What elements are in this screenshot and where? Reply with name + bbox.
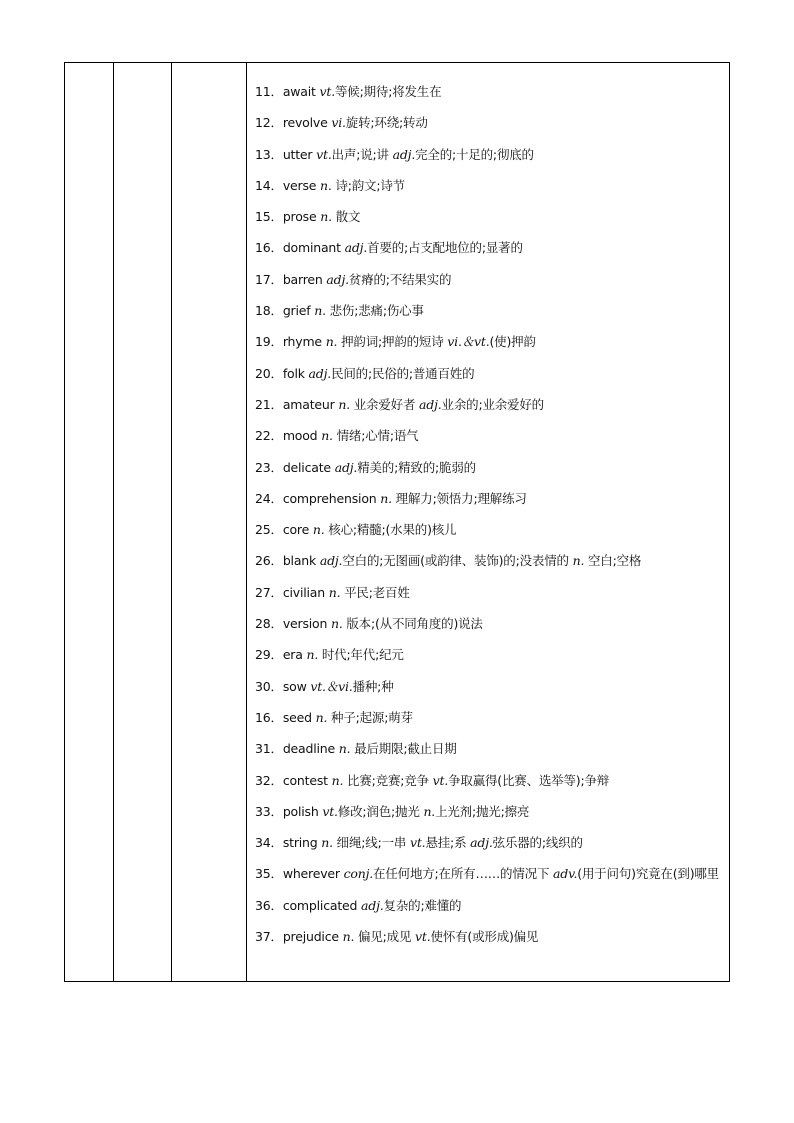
definition-text: folk <box>282 365 309 381</box>
definition-text: comprehension <box>282 490 381 506</box>
item-number: 18． <box>255 303 283 319</box>
part-of-speech: n. <box>342 929 355 945</box>
definition-text: amateur <box>282 396 339 412</box>
item-number: 23． <box>255 459 283 475</box>
list-item <box>255 827 723 858</box>
vocabulary-cell <box>247 63 730 982</box>
item-number: 25． <box>255 522 283 538</box>
definition-text: 使怀有(或形成)偏见 <box>430 929 539 945</box>
definition-text: 种子;起源;萌芽 <box>327 709 413 725</box>
definition-text: 空白的;无图画(或韵律、装饰)的;没表情的 <box>342 553 573 569</box>
definition-text: 平民;老百姓 <box>340 584 410 600</box>
item-number: 28． <box>255 616 283 632</box>
part-of-speech: adv. <box>553 866 578 882</box>
part-of-speech: adj. <box>470 835 493 851</box>
part-of-speech: vt. <box>319 84 335 99</box>
item-number: 13． <box>255 146 283 162</box>
part-of-speech: n. <box>325 334 338 350</box>
definition-text: 最后期限;截止日期 <box>350 741 457 757</box>
list-item <box>255 452 723 483</box>
definition-text: 悬挂;系 <box>425 835 471 851</box>
definition-text: 旋转;环绕;转动 <box>345 115 428 131</box>
definition-text: 诗;韵文;诗节 <box>331 177 405 193</box>
definition-text: 业余的;业余爱好的 <box>441 396 544 412</box>
definition-text: prose <box>282 209 321 225</box>
definition-text: sow <box>282 678 311 694</box>
definition-text: grief <box>282 303 315 319</box>
part-of-speech: adj. <box>326 271 349 287</box>
item-number: 36． <box>255 897 283 913</box>
part-of-speech: adj. <box>361 897 384 913</box>
part-of-speech: n. <box>338 396 350 412</box>
definition-text: 情绪;心情;语气 <box>332 428 419 444</box>
definition-text: (用于问句)究竟在(到)哪里 <box>577 866 719 882</box>
definition-text: 复杂的;难懂的 <box>383 897 462 913</box>
definition-text: 民间的;民俗的;普通百姓的 <box>331 365 475 381</box>
part-of-speech: vt. <box>432 772 449 788</box>
list-item <box>255 201 723 232</box>
definition-text: 贫瘠的;不结果实的 <box>348 271 452 287</box>
item-number: 35． <box>255 866 283 882</box>
empty-cell-2 <box>114 63 172 982</box>
part-of-speech: adj. <box>334 459 358 475</box>
definition-text: prejudice <box>282 929 343 945</box>
part-of-speech: adj. <box>308 365 332 381</box>
definition-text: contest <box>282 772 332 788</box>
item-number: 15． <box>255 209 283 225</box>
part-of-speech: n. <box>321 428 333 444</box>
part-of-speech: vi.＆vt. <box>447 334 490 350</box>
item-number: 33． <box>255 803 283 819</box>
list-item <box>255 107 723 138</box>
item-number: 22． <box>255 428 283 444</box>
item-number: 31． <box>255 741 283 757</box>
definition-text: await <box>282 84 320 99</box>
definition-text: 时代;年代;纪元 <box>318 647 404 663</box>
item-number: 24． <box>255 490 283 506</box>
item-number: 34． <box>255 835 283 851</box>
definition-text: 上光剂;抛光;擦亮 <box>435 803 530 819</box>
part-of-speech: vt.＆vi. <box>310 678 353 694</box>
list-item <box>255 577 723 608</box>
definition-text: polish <box>282 803 323 819</box>
definition-text: 版本;(从不同角度的)说法 <box>342 616 483 632</box>
definition-text: revolve <box>282 115 332 131</box>
list-item <box>255 232 723 263</box>
definition-text: wherever <box>282 866 344 882</box>
item-number: 11． <box>255 84 283 99</box>
definition-text: 押韵词;押韵的短诗 <box>337 334 448 350</box>
definition-text: 等候;期待;将发生在 <box>334 84 442 99</box>
part-of-speech: vt. <box>316 146 332 162</box>
empty-cell-3 <box>172 63 247 982</box>
definition-text: utter <box>282 146 317 162</box>
definition-text: 出声;说;讲 <box>331 146 393 162</box>
definition-text: dominant <box>282 240 345 256</box>
list-item <box>255 639 723 670</box>
list-item <box>255 608 723 639</box>
definition-text: 理解力;领悟力;理解练习 <box>391 490 527 506</box>
part-of-speech: conj. <box>343 866 374 882</box>
part-of-speech: n. <box>330 616 343 632</box>
list-item <box>255 483 723 514</box>
list-item <box>255 765 723 796</box>
definition-text: 比赛;竞赛;竞争 <box>343 772 433 788</box>
list-item <box>255 326 723 357</box>
item-number: 14． <box>255 177 283 193</box>
item-number: 21． <box>255 396 283 412</box>
part-of-speech: vi. <box>331 115 346 131</box>
definition-text: 精美的;精致的;脆弱的 <box>357 459 476 475</box>
definition-text: 散文 <box>331 209 361 225</box>
definition-text: 弦乐器的;线织的 <box>492 835 583 851</box>
part-of-speech: vt. <box>409 835 426 851</box>
item-number: 27． <box>255 584 283 600</box>
item-number: 26． <box>255 553 283 569</box>
list-item <box>255 733 723 764</box>
item-number: 37． <box>255 929 283 945</box>
item-number: 12． <box>255 115 283 131</box>
definition-text: 播种;种 <box>352 678 394 694</box>
definition-text: core <box>282 522 313 538</box>
list-item <box>255 420 723 451</box>
list-item <box>255 389 723 420</box>
part-of-speech: adj. <box>392 146 416 162</box>
definition-text: 细绳;线;一串 <box>332 835 410 851</box>
definition-text: mood <box>282 428 322 444</box>
part-of-speech: n. <box>338 741 351 757</box>
list-item <box>255 514 723 545</box>
list-item <box>255 264 723 295</box>
list-item <box>255 545 723 576</box>
definition-text: 悲伤;悲痛;伤心事 <box>325 303 424 319</box>
part-of-speech: n. <box>314 303 326 319</box>
definition-text: era <box>282 647 307 663</box>
definition-text: 完全的;十足的;彻底的 <box>415 146 534 162</box>
definition-text: verse <box>282 177 321 193</box>
definition-text: 空白;空格 <box>584 553 642 569</box>
definition-text: 在任何地方;在所有……的情况下 <box>373 866 554 882</box>
definition-text: barren <box>282 271 327 287</box>
definition-text: 争取赢得(比赛、选举等);争辩 <box>448 772 610 788</box>
list-item <box>255 796 723 827</box>
definition-text: version <box>282 616 331 632</box>
definition-text: 首要的;占支配地位的;显著的 <box>367 240 523 256</box>
list-item <box>255 139 723 170</box>
definition-text: seed <box>282 709 316 725</box>
part-of-speech: n. <box>331 772 344 788</box>
part-of-speech: vt. <box>322 803 338 819</box>
part-of-speech: vt. <box>415 929 431 945</box>
definition-text: 偏见;成见 <box>354 929 416 945</box>
part-of-speech: n. <box>312 522 325 538</box>
part-of-speech: n. <box>320 209 332 225</box>
definition-text: 核心;精髓;(水果的)核儿 <box>324 522 457 538</box>
definition-text: civilian <box>282 584 329 600</box>
vocabulary-table <box>64 62 730 982</box>
definition-text: 修改;润色;抛光 <box>337 803 424 819</box>
definition-text: 业余爱好者 <box>349 396 420 412</box>
part-of-speech: n. <box>306 647 319 663</box>
item-number: 30． <box>255 678 283 694</box>
part-of-speech: adj. <box>344 240 368 256</box>
list-item <box>255 295 723 326</box>
part-of-speech: adj. <box>319 553 343 569</box>
vocabulary-list <box>247 63 729 952</box>
part-of-speech: n. <box>315 709 328 725</box>
definition-text: deadline <box>282 741 339 757</box>
definition-text: delicate <box>282 459 335 475</box>
part-of-speech: n. <box>328 584 341 600</box>
list-item <box>255 358 723 389</box>
item-number: 17． <box>255 271 283 287</box>
list-item <box>255 890 723 921</box>
list-item <box>255 858 723 889</box>
item-number: 32． <box>255 772 283 788</box>
item-number: 16． <box>255 709 283 725</box>
part-of-speech: n. <box>380 490 392 506</box>
part-of-speech: n. <box>423 803 436 819</box>
list-item <box>255 170 723 201</box>
part-of-speech: adj. <box>419 396 442 412</box>
item-number: 20． <box>255 365 283 381</box>
list-item <box>255 921 723 952</box>
list-item <box>255 702 723 733</box>
definition-text: complicated <box>282 897 362 913</box>
table-row <box>65 63 730 982</box>
part-of-speech: n. <box>572 553 585 569</box>
item-number: 29． <box>255 647 283 663</box>
item-number: 19． <box>255 334 283 350</box>
empty-cell-1 <box>65 63 114 982</box>
list-item <box>255 76 723 107</box>
definition-text: string <box>282 835 322 851</box>
item-number: 16． <box>255 240 283 256</box>
list-item <box>255 671 723 702</box>
definition-text: blank <box>282 553 320 569</box>
definition-text: rhyme <box>282 334 326 350</box>
part-of-speech: n. <box>321 835 333 851</box>
definition-text: (使)押韵 <box>489 334 536 350</box>
part-of-speech: n. <box>320 177 332 193</box>
